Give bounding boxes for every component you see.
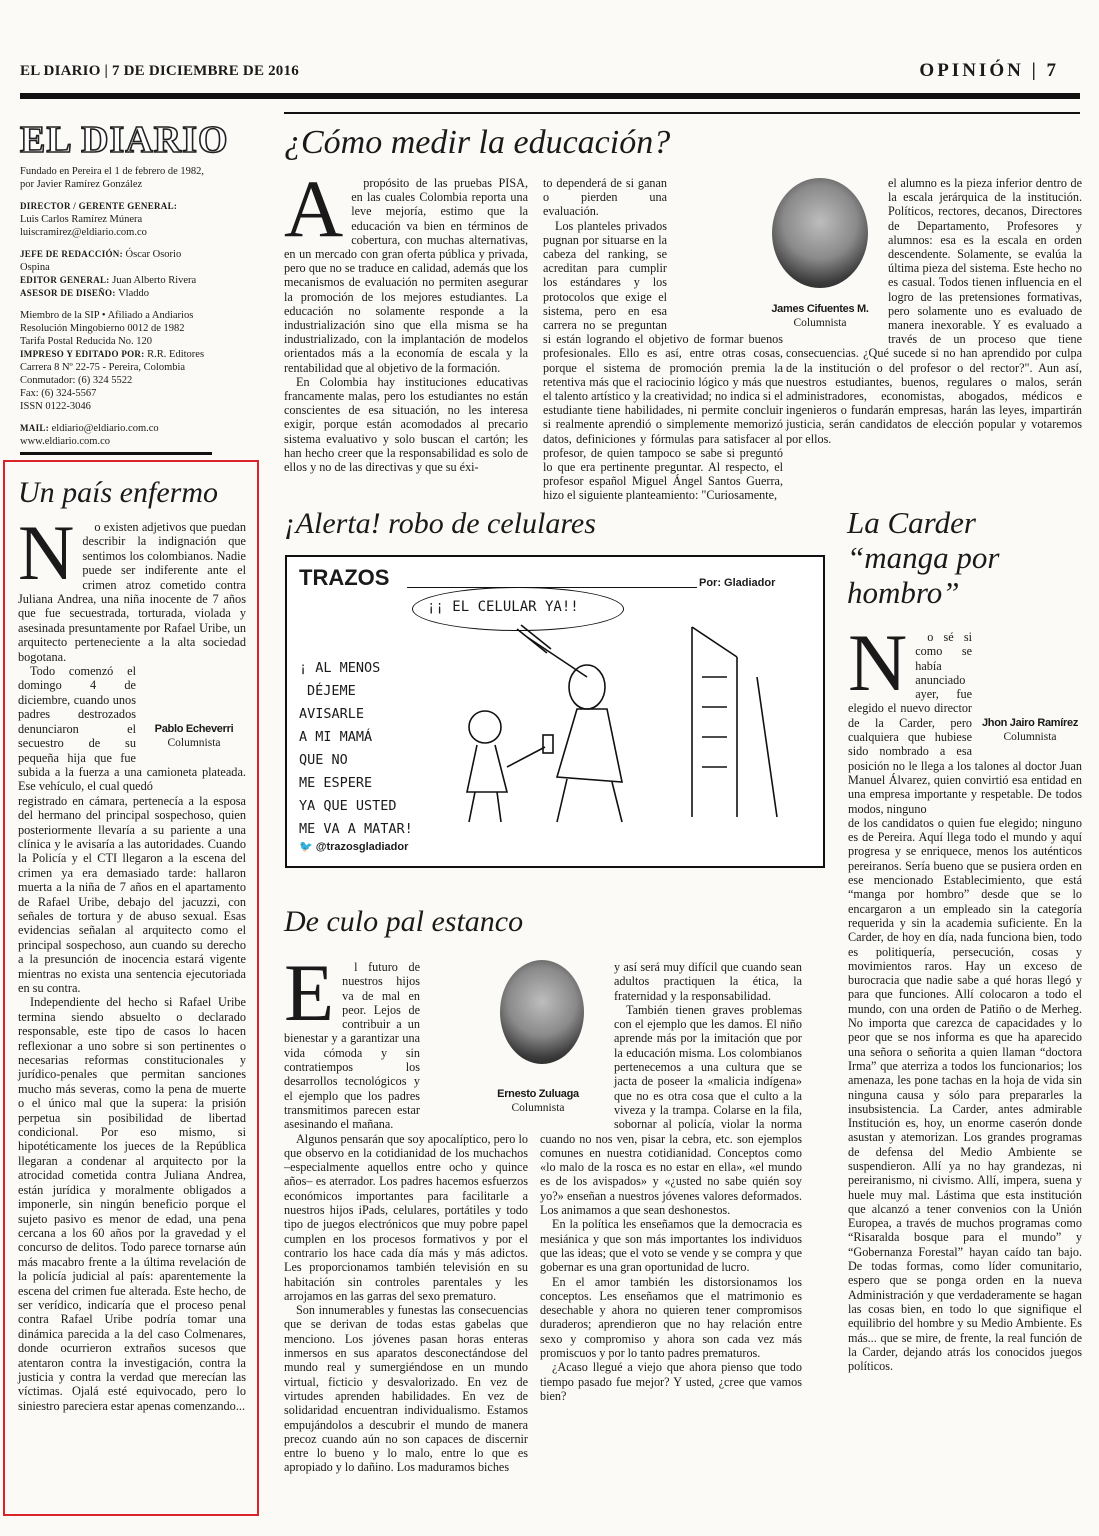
thief-head [569, 665, 605, 709]
article-estanco-c2p5: ¿Acaso llegué a viejo que ahora pienso que todo tiempo pasado fue mejor? Y usted, ¿cree que vamos bien? [540, 1360, 802, 1403]
article-pais-body [18, 509, 246, 1413]
article-educacion-c1p1: propósito de las pruebas PISA, en las cuales Colombia reporta una leve mejoría, estimo que la educación va bien en términos de cobertura, con muchas alternativas, en un mercado con gran oferta pública y privada, pero que no se traduce en calidad, además que los mecanismos de evaluación no permiten asegurar la promoción de los mejores estudiantes. La educación no solamente responde a la industrialización sino que ella misma se ha industrializado, con la implantación de modelos orientados más a la economía de escala y la rentabilidad que al objetivo de la formación. [284, 176, 528, 375]
article-estanco-title: De culo pal estanco [284, 905, 524, 938]
article-educacion-c2p1: to dependerá de si ganan o pierden una evaluación. [543, 176, 667, 219]
credits-box [20, 165, 210, 457]
article-pais-title: Un país enfermo [18, 476, 218, 509]
asesor-name: Vladdo [118, 288, 149, 299]
direccion-text: Carrera 8 Nº 22-75 - Pereira, Colombia [20, 362, 186, 373]
article-carder-role: Columnista [1003, 731, 1057, 743]
tarifa-text: Tarifa Postal Reducida No. 120 [20, 336, 152, 347]
article-pais-p2a: Todo comenzó el domingo 4 de diciembre, cuando unos padres destrozados denunciaron el secuestro de su pequeña hija que fue subida a la fuerza a una camioneta plateada. Ese vehículo, el cual quedó [18, 664, 246, 794]
mail-link[interactable]: eldiario@eldiario.com.co [51, 423, 159, 434]
article-estanco-col1 [284, 947, 528, 1475]
article-pais-p2b: registrado en cámara, pertenecía a la esposa del hermano del principal sospechoso, quien posteriormente llevaría a su pariente a una clínica y le avisaría a las autoridades. Cuando la Policía y el CTI llegaron a la escena del crimen ya era demasiado tarde: hallaron muerta a la niña de 7 años en el apartamento de Rafael Uribe, debajo del jacuzzi, con señales de tortura y de abuso sexual. Esas evidencias señalan al arquitecto como el principal sospechoso, aun cuando su derecho a la presunción de inocencia estará vigente mientras no exista una sentencia ejecutoriada en su contra. [18, 793, 246, 995]
cartoon-strip-name: TRAZOS [299, 565, 390, 590]
article-estanco-author: Ernesto Zuluaga [497, 1088, 579, 1100]
article-educacion-col3 [786, 176, 1082, 446]
article-estanco-c2p2: También tienen graves problemas con el ejemplo que les damos. El niño aprende más por la imitación que por la educación misma. Los colombianos pertenecemos a una cultura que se jacta de poseer la «malicia indígena» que no es otra cosa que el culto a la viveza y la trampa. Colarse en la fila, sobornar al policía, violar la norma cuando no nos ven, pisar la cebra, etc. son ejemplos comunes en nuestra cotidianidad. Conceptos como «lo malo de la rosca es no estar en ella», «el mundo es de los avispados» y «¿usted no sabe quién soy yo?» enseñan a nuestros jóvenes valores deformados. Los animamos a que sean deshonestos. [540, 1002, 802, 1218]
victim-phone [543, 735, 553, 753]
article-estanco-c1p1: l futuro de nuestros hijos va de mal en peor. Lejos de contribuir a un bienestar y a garantizar una vida cómoda y sin contratiempos los desarrollos tecnológicos y el ejemplo que los padres transmitimos parecen estar asesinando el mañana. [284, 960, 420, 1132]
article-carder-title: La Carder “manga por hombro” [847, 505, 1000, 610]
article-educacion-c2p2: Los planteles privados pugnan por situarse en la cabeza del ranking, se acreditan para cumplir los estándares y los protocolos que exige el sistema, pero en esa carrera no se preguntan si están logrando el objetivo de formar buenos profesionales. Ello es así, entre otras cosas, porque el sistema de promoción premia la retentiva más que el raciocinio lógico y más que el talento artístico y la creatividad; no indica si el estudiante tiene habilidades, ni permite concluir si realmente aprendió o simplemente memorizó datos, definiciones y fórmulas para satisfacer al profesor, de quien tampoco se sabe si preguntó lo que era pertinente preguntar. Al respecto, el profesor español Miguel Ángel Santos Guerra, hizo el siguiente planteamiento: "Curiosamente, [543, 218, 783, 503]
editor-label: EDITOR GENERAL: [20, 275, 110, 285]
article-educacion-title: ¿Cómo medir la educación? [284, 124, 671, 161]
masthead-logo: EL DIARIO [20, 119, 229, 161]
article-educacion-col2 [543, 176, 783, 503]
victim-head [469, 711, 501, 743]
jefe-name: Óscar Osorio Ospina [20, 249, 182, 273]
miembro-text: Miembro de la SIP • Afiliado a Andiarios [20, 310, 194, 321]
article-educacion-c1p2: En Colombia hay instituciones educativas francamente malas, pero los estudiantes no están conscientes de esa situación, no les interesa exigir, porque están acomodados al precario sistema evaluativo y solo buscan el cartón; les han hecho creer que la responsabilidad es solo de ellos y no de las directivas y que su éxi- [284, 374, 528, 475]
header-rule [20, 93, 1080, 99]
thief-arm [527, 637, 587, 677]
education-top-rule [284, 112, 1080, 114]
jefe-label: JEFE DE REDACCIÓN: [20, 249, 123, 259]
cartoon-handle: 🐦 @trazosgladiador [299, 841, 409, 853]
bird-icon: 🐦 [299, 841, 313, 853]
article-educacion-c3p1: el alumno es la pieza inferior dentro de la escala jerárquica de la institución. Políticos, rectores, decanos, Directores de Departamento, Profesores y alumnos: esa es la escala en orden descendente. Solamente, se evalúa la última pieza del sistema. Este hecho no es casual. Todos tienen influencia en el logro de las pretensiones formativas, pero solamente uno es evaluado de manera inexorable. Y es evaluado a través de un proceso que tiene consecuencias. ¿Qué sucede si no han aprendido por culpa de la institución o del profesor o del rector?". Aun así, nuestros estudiantes, buenos, regulares o malos, serán administradores, economistas, abogados, médicos e ingenieros o fundarán empresas, harán las leyes, impartirán justicia, serán candidatos de elección popular y votaremos por ellos. [786, 176, 1082, 446]
article-carder-dropcap: N [848, 617, 908, 708]
cartoon-bubble-victim-text: ¡ AL MENOS DÉJEME AVISARLE A MI MAMÁ QUE NO ME ESPERE YA QUE USTED ME VA A MATAR! [299, 660, 413, 837]
article-educacion-col1 [284, 163, 528, 475]
cartoon-drawing [437, 617, 817, 837]
cartoon-bubble-thief-text: ¡¡ EL CELULAR YA!! [427, 599, 579, 615]
article-pais-author: Pablo Echeverri [154, 723, 234, 736]
article-estanco-c2p1: y así será muy difícil que cuando sean adultos practiquen la ética, la fraternidad y la responsabilidad. [614, 960, 802, 1003]
building [692, 627, 737, 817]
article-estanco-dropcap: E [284, 947, 335, 1038]
thief-body [557, 709, 622, 782]
article-estanco-c2p4: En el amor también les distorsionamos los conceptos. Les enseñamos que el matrimonio es desechable y ahora no quieren tener compromisos duraderos; aprendieron que no hay relación entre sexo y compromiso y ahora son cada vez más promiscuos y por lo tanto padres prematuros. [540, 1274, 802, 1361]
web-link[interactable]: www.eldiario.com.co [20, 436, 110, 447]
page-header-section: OPINIÓN | 7 [919, 60, 1059, 81]
article-estanco-c1p3: Son innumerables y funestas las consecuencias que se derivan de todas estas gabelas que menciono. Los jóvenes pasan horas enteras inmersos en sus aparatos desconectándose del mundo real y sumergiéndose en un mundo virtual, ficticio y desvalorizado. En vez de virtudes aprenden habilidades. En vez de solidaridad encuentran individualismo. Estamos empujándolos a descubrir el mundo de manera precoz cuando aún no son capaces de discernir entre lo bueno y lo malo, entre lo que es apropiado y lo dañino. Los maduramos biches [284, 1303, 528, 1475]
resolucion-text: Resolución Mingobierno 0012 de 1982 [20, 323, 185, 334]
fax-text: Fax: (6) 324-5567 [20, 388, 97, 399]
article-pais-p3: Independiente del hecho si Rafael Uribe termina siendo absuelto o declarado responsable, este tipo de casos lo hacen reflexionar a uno sobre si son pertinentes o necesarias reformas constitucionales y jurídico-penales que permitan sanciones mucho más severas, como la pena de muerte o el único mal que la supera: la prisión perpetua sin posibilidad de libertad condicional. Por eso mismo, si hipotéticamente los jueces de la República llegaran a condenar al arquitecto por la atrocidad cometida contra Juliana Andrea, están jurídica y moralmente obligados a imponerle, sin ningún beneficio porque el sujeto pasivo es menor de edad, una pena cercana a los 60 años por la gravedad y el concurso de delitos. Todo parece tornarse aún más macabro frente a la última revelación de la policía judicial al país: aparentemente la escena del crimen fue alterada. Este hecho, de ser verídico, indicaría que el proceso penal contra Rafael Uribe podría tomar una dinámica parecida a la del caso Colmenares, donde ocurrieron extraños sucesos que atentaron contra la investigación, contra la justicia y contra la verdad que merecían las víctimas. Ojalá esté equivocado, pero lo siniestro pareciera estar apenas comenzando... [18, 995, 246, 1413]
victim-body [467, 745, 507, 792]
article-carder-p1a: o sé si como se había anunciado ayer, fue elegido el nuevo director de la Carder, pero cualquiera que hubiese sido nombrado a esa posición no le llega a los talones al doctor Juan Manuel Álvarez, quien convirtió esa entidad en una empresa importante y respetable. De todos modos, ninguno [848, 630, 1082, 816]
director-mail: luiscramirez@eldiario.com.co [20, 227, 147, 238]
director-label: DIRECTOR / GERENTE GENERAL: [20, 201, 178, 211]
article-estanco-c1p2: Algunos pensarán que soy apocalíptico, pero lo que observo en la cotidianidad de los muchachos –especialmente aquellos entre ocho y quince años– es aterrador. Los padres hacemos esfuerzos económicos importantes para facilitarle a nuestros hijos iPads, celulares, portátiles y todo tipo de juegos electrónicos que muy pobre papel cumplen en los procesos formativos y por el contrario los hace cada día más y más adictos. Les proporcionamos también televisión en su habitación sin controles parentales y les arrojamos en las garras del sexo prematuro. [284, 1131, 528, 1303]
article-educacion-dropcap: A [284, 163, 344, 254]
page-header-date: EL DIARIO | 7 DE DICIEMBRE DE 2016 [20, 63, 299, 79]
article-carder-p1b: de los candidatos o quien fue elegido; ninguno es de Pereira. Aquí llega todo el mundo y aquí progresa y se enriquece, menos los auténticos pereiranos. Sería bueno que se pusiera orden en ese mencionado Establecimiento, que está “manga por hombro” desde que se lo encargaron a un empleado sin la categoría requerida y sin la academia suficiente. En la Carder, de hoy en día, nada funciona bien, todo es politiquería, persecución, cosas y movimientos raros. Hay un exceso de burocracia que nadie sabe a qué horas llegó y para que funciones. Allí colocaron a todo el mundo, con una orden de Patiño o de Merheg. No importa que carezca de capacidades y lo peor que se nos informa es que ha aparecido una señora o señorita a quien llaman “doctora Irma” que aterriza a todos los funcionarios; los amenaza, les pone tachas en la hoja de vida sin ninguna causa y sólo para prepararles la insubsistencia. La Carder, antes admirable Institución es, hoy, un enorme caserón donde asustan y atemorizan. Los grandes programas de defensa del Medio Ambiente se suspendieron. Allí ya no hay grandezas, ni pereiranismo, ni civismo. Allí, impera, suena y huele muy mal. Lástima que esta institución que alcanzó a tener convenios con la Unión Europea, a través de muchos programas como “Risaralda bosque para el mundo” y “Gobernanza Forestal” hayan caído tan bajo. De todas formas, como líder comunitario, espero que se ponga orden en la nueva Administración y que verdaderamente se hagan las cosas bien, en todo lo que signifique el equilibrio del hombre y su Medio Ambiente. Es más... que se mire, de frente, la real función de la Carder, dejando atrás los conocidos juegos políticos. [848, 815, 1082, 1374]
article-pais-byline [142, 722, 246, 750]
cartoon-title: ¡Alerta! robo de celulares [284, 507, 596, 540]
article-estanco-col2 [540, 960, 802, 1403]
article-educacion-author: James Cifuentes M. [771, 303, 869, 315]
article-pais-dropcap: N [18, 509, 75, 596]
article-estanco-c2p3: En la política les enseñamos que la democracia es mesiánica y que son más importantes los individuos que las ideas; que el voto se vende y se compra y que gobernar es una gran oportunidad de lucro. [540, 1217, 802, 1275]
article-carder-body [848, 617, 1082, 1374]
impreso-text: R.R. Editores [147, 349, 205, 360]
cartoon-byline: Por: Gladiador [699, 577, 776, 589]
article-carder-byline [978, 716, 1082, 744]
article-pais-p1: o existen adjetivos que puedan describir la indignación que sentimos los colombianos. Nadie puede ser indiferente ante el crimen atroz cometido contra Juliana Andrea, una niña inocente de 7 años que fue secuestrada, torturada, violada y asesinada presuntamente por Rafael Uribe, un arquitecto perteneciente a la alta sociedad bogotana. [18, 520, 246, 664]
article-educacion-role: Columnista [793, 317, 847, 329]
article-carder-author: Jhon Jairo Ramírez [981, 717, 1079, 729]
credits-rule [20, 452, 212, 455]
director-name: Luis Carlos Ramírez Múnera [20, 214, 143, 225]
impreso-label: IMPRESO Y EDITADO POR: [20, 349, 145, 359]
editor-name: Juan Alberto Rivera [112, 275, 197, 286]
asesor-label: ASESOR DE DISEÑO: [20, 288, 116, 298]
conmutador-text: Conmutador: (6) 324 5522 [20, 375, 133, 386]
article-estanco-role: Columnista [511, 1102, 565, 1114]
article-pais-role: Columnista [167, 737, 221, 750]
founded-text: Fundado en Pereira el 1 de febrero de 1982, por Javier Ramírez González [20, 166, 204, 190]
issn-text: ISSN 0122-3046 [20, 401, 91, 412]
cartoon-frame [285, 555, 825, 868]
mail-label: MAIL: [20, 423, 49, 433]
